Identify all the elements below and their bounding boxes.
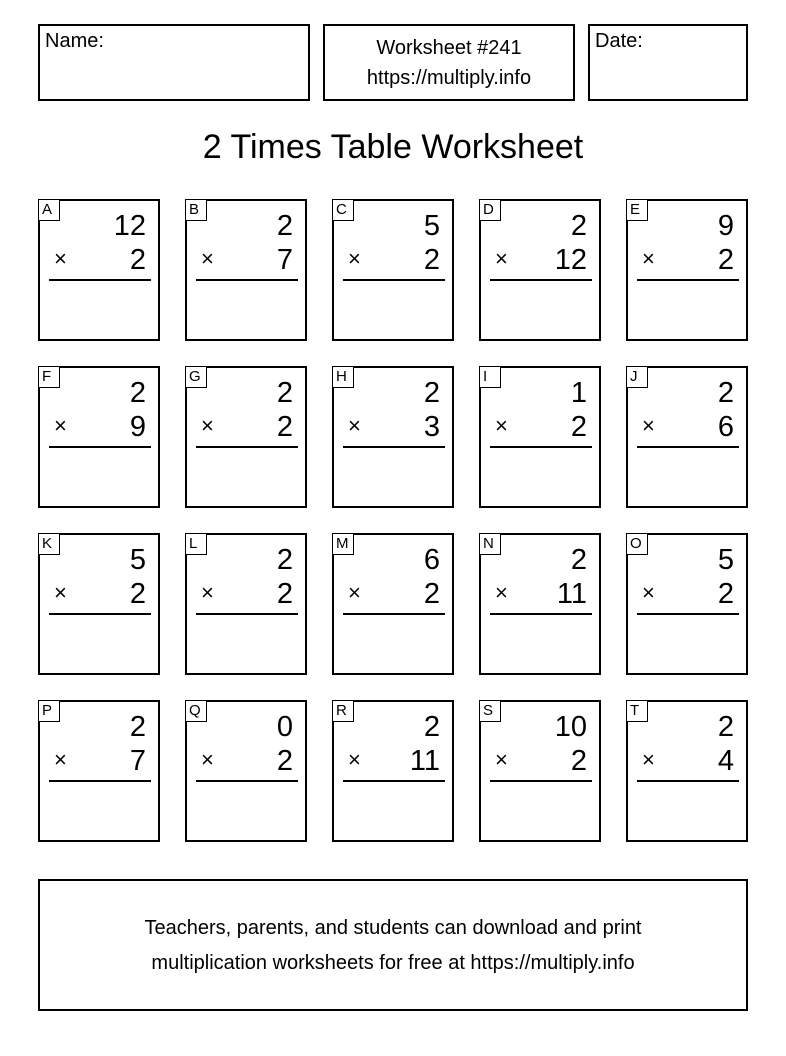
problem-letter: D xyxy=(479,199,501,221)
problem-letter: S xyxy=(479,700,501,722)
problem-card[interactable] xyxy=(332,199,454,341)
multiplicand: 5 xyxy=(129,544,146,576)
multiplier: 2 xyxy=(129,578,146,610)
times-icon: × xyxy=(54,246,67,271)
problem-card[interactable] xyxy=(185,199,307,341)
multiplicand: 2 xyxy=(717,711,734,743)
answer-line xyxy=(490,279,592,281)
times-icon: × xyxy=(642,246,655,271)
multiplicand: 6 xyxy=(423,544,440,576)
answer-line xyxy=(637,446,739,448)
multiplicand: 2 xyxy=(129,377,146,409)
problem-card[interactable] xyxy=(332,700,454,842)
problem-letter: T xyxy=(626,700,648,722)
multiplier: 11 xyxy=(409,745,440,777)
times-icon: × xyxy=(348,413,361,438)
date-label: Date: xyxy=(595,30,643,52)
name-label: Name: xyxy=(45,30,104,52)
problem-letter: E xyxy=(626,199,648,221)
multiplier: 2 xyxy=(423,578,440,610)
problem-card[interactable] xyxy=(626,199,748,341)
problem-card[interactable] xyxy=(185,700,307,842)
problem-letter: L xyxy=(185,533,207,555)
multiplicand: 2 xyxy=(717,377,734,409)
problem-letter: J xyxy=(626,366,648,388)
answer-line xyxy=(49,446,151,448)
multiplier: 2 xyxy=(276,745,293,777)
multiplicand: 2 xyxy=(570,544,587,576)
times-icon: × xyxy=(54,580,67,605)
multiplier: 2 xyxy=(717,578,734,610)
problem-letter: F xyxy=(38,366,60,388)
multiplicand: 2 xyxy=(423,377,440,409)
multiplier: 2 xyxy=(129,244,146,276)
multiplicand: 2 xyxy=(276,210,293,242)
problem-card[interactable] xyxy=(626,533,748,675)
multiplicand: 2 xyxy=(423,711,440,743)
answer-line xyxy=(49,613,151,615)
multiplier: 12 xyxy=(554,244,587,276)
problem-letter: N xyxy=(479,533,501,555)
multiplicand: 10 xyxy=(554,711,587,743)
answer-line xyxy=(343,279,445,281)
times-icon: × xyxy=(54,747,67,772)
date-field[interactable] xyxy=(588,24,748,101)
problem-card[interactable] xyxy=(479,533,601,675)
answer-line xyxy=(637,279,739,281)
multiplicand: 0 xyxy=(276,711,293,743)
multiplier: 7 xyxy=(276,244,293,276)
footer-note xyxy=(38,879,748,1011)
problem-letter: I xyxy=(479,366,501,388)
multiplier: 3 xyxy=(423,411,440,443)
problem-letter: A xyxy=(38,199,60,221)
footer-line: Teachers, parents, and students can download and print xyxy=(144,917,642,939)
times-icon: × xyxy=(348,747,361,772)
multiplier: 4 xyxy=(717,745,734,777)
answer-line xyxy=(343,613,445,615)
site-url: https://multiply.info xyxy=(366,67,532,89)
answer-line xyxy=(49,279,151,281)
answer-line xyxy=(196,446,298,448)
multiplier: 2 xyxy=(570,745,587,777)
problem-card[interactable] xyxy=(38,366,160,508)
multiplicand: 5 xyxy=(423,210,440,242)
problem-letter: O xyxy=(626,533,648,555)
name-field[interactable] xyxy=(38,24,310,101)
multiplier: 2 xyxy=(276,578,293,610)
answer-line xyxy=(637,613,739,615)
multiplicand: 2 xyxy=(129,711,146,743)
times-icon: × xyxy=(495,413,508,438)
problem-card[interactable] xyxy=(479,199,601,341)
answer-line xyxy=(49,780,151,782)
multiplicand: 2 xyxy=(570,210,587,242)
times-icon: × xyxy=(201,580,214,605)
problem-card[interactable] xyxy=(626,700,748,842)
times-icon: × xyxy=(495,246,508,271)
answer-line xyxy=(196,613,298,615)
times-icon: × xyxy=(348,580,361,605)
times-icon: × xyxy=(54,413,67,438)
times-icon: × xyxy=(201,413,214,438)
times-icon: × xyxy=(201,246,214,271)
problem-card[interactable] xyxy=(626,366,748,508)
answer-line xyxy=(196,279,298,281)
problem-card[interactable] xyxy=(185,366,307,508)
multiplicand: 2 xyxy=(276,377,293,409)
problem-card[interactable] xyxy=(38,199,160,341)
multiplicand: 9 xyxy=(717,210,734,242)
answer-line xyxy=(490,446,592,448)
problem-letter: B xyxy=(185,199,207,221)
multiplier: 7 xyxy=(129,745,146,777)
problem-card[interactable] xyxy=(479,366,601,508)
multiplicand: 1 xyxy=(570,377,587,409)
times-icon: × xyxy=(201,747,214,772)
problem-letter: M xyxy=(332,533,354,555)
multiplier: 6 xyxy=(717,411,734,443)
times-icon: × xyxy=(495,580,508,605)
multiplier: 2 xyxy=(717,244,734,276)
problem-letter: H xyxy=(332,366,354,388)
times-icon: × xyxy=(642,413,655,438)
problem-letter: Q xyxy=(185,700,207,722)
times-icon: × xyxy=(348,246,361,271)
multiplicand: 12 xyxy=(113,210,146,242)
problem-letter: C xyxy=(332,199,354,221)
answer-line xyxy=(637,780,739,782)
page-title: 2 Times Table Worksheet xyxy=(202,128,584,166)
problem-letter: G xyxy=(185,366,207,388)
multiplier: 2 xyxy=(423,244,440,276)
multiplier: 11 xyxy=(556,578,587,610)
problem-letter: K xyxy=(38,533,60,555)
problem-card[interactable] xyxy=(38,533,160,675)
answer-line xyxy=(343,780,445,782)
problem-card[interactable] xyxy=(332,366,454,508)
problem-card[interactable] xyxy=(332,533,454,675)
times-icon: × xyxy=(495,747,508,772)
problem-card[interactable] xyxy=(479,700,601,842)
problem-card[interactable] xyxy=(38,700,160,842)
answer-line xyxy=(490,613,592,615)
problem-letter: R xyxy=(332,700,354,722)
multiplier: 2 xyxy=(276,411,293,443)
footer-line: multiplication worksheets for free at https://multiply.info xyxy=(151,952,635,974)
multiplier: 9 xyxy=(129,411,146,443)
answer-line xyxy=(343,446,445,448)
problem-letter: P xyxy=(38,700,60,722)
problem-card[interactable] xyxy=(185,533,307,675)
answer-line xyxy=(196,780,298,782)
multiplicand: 5 xyxy=(717,544,734,576)
answer-line xyxy=(490,780,592,782)
multiplier: 2 xyxy=(570,411,587,443)
times-icon: × xyxy=(642,580,655,605)
worksheet-number: Worksheet #241 xyxy=(376,37,522,59)
multiplicand: 2 xyxy=(276,544,293,576)
times-icon: × xyxy=(642,747,655,772)
worksheet-info-box xyxy=(323,24,575,101)
